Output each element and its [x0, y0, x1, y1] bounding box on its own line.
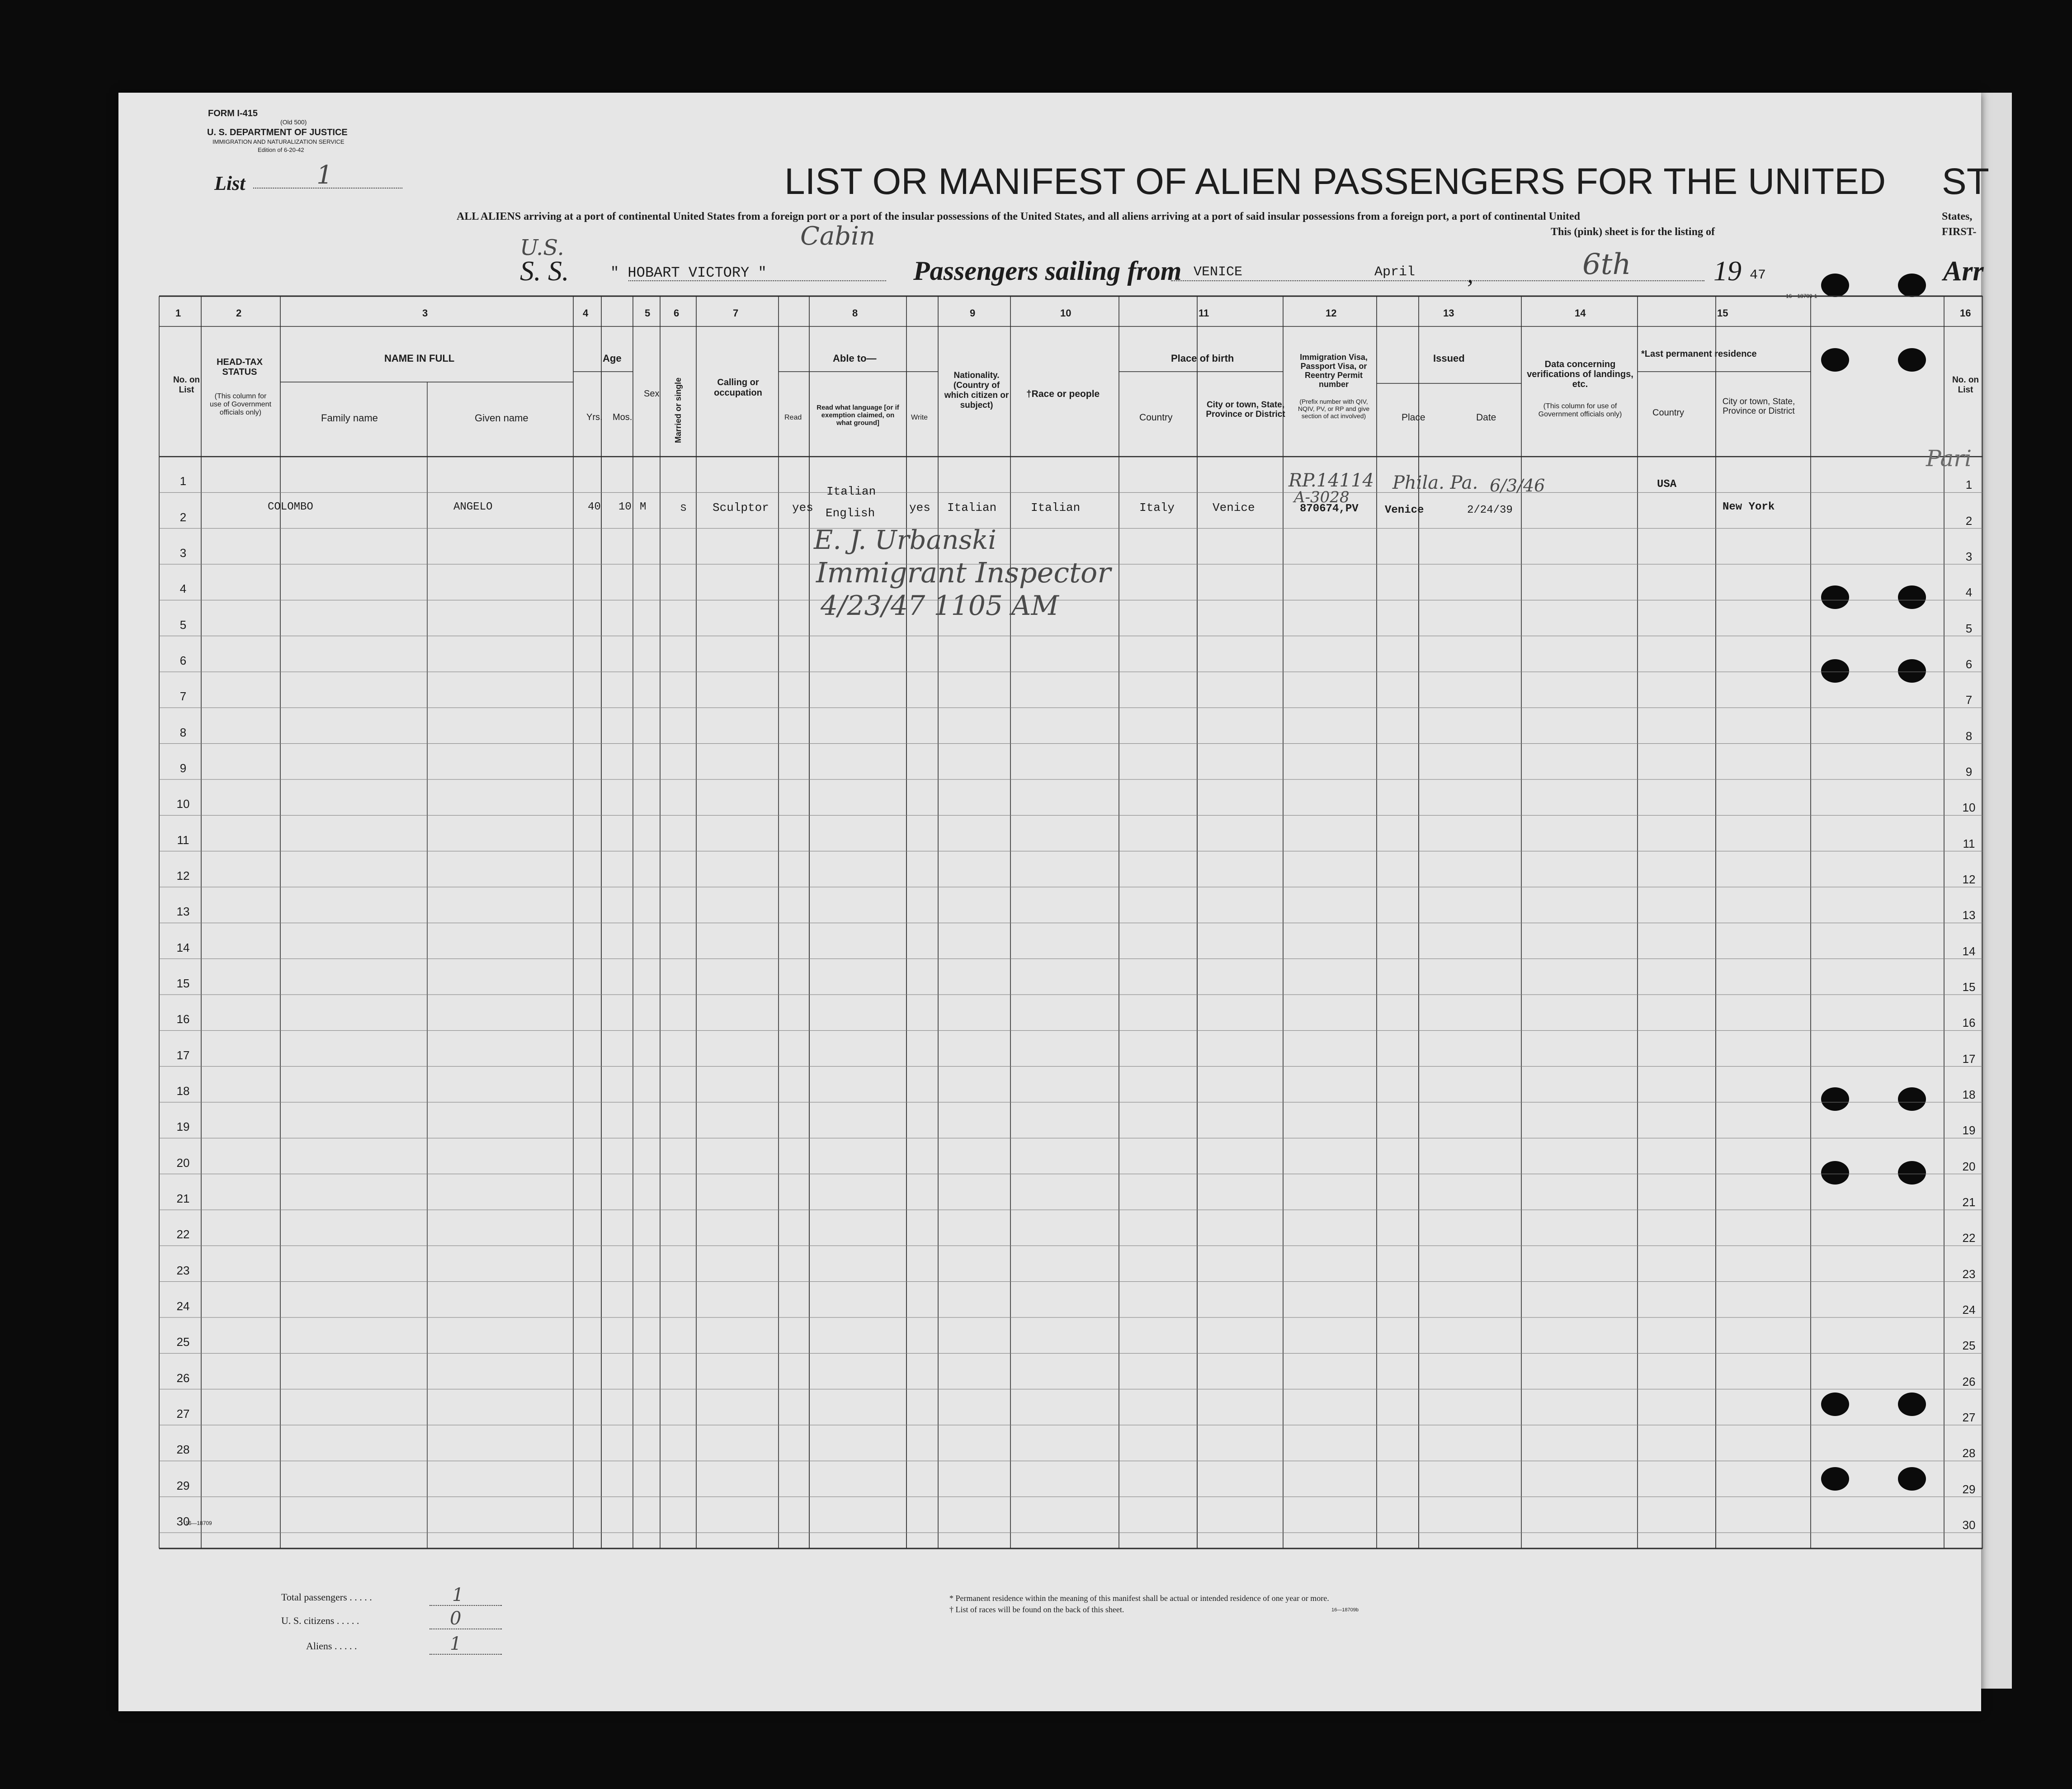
row-number: 11 — [1963, 836, 1975, 850]
col-read-language: Read what language [or if exemption claimed, on what ground] — [817, 404, 899, 427]
col-given-name: Given name — [475, 412, 529, 424]
row-number: 27 — [1962, 1411, 1976, 1424]
marital-value: S — [680, 503, 687, 514]
department: U. S. DEPARTMENT OF JUSTICE — [207, 127, 348, 137]
subtitle-line-1: ALL ALIENS arriving at a port of continental United States from a foreign port or a port of the insular possessions of the United States, and all aliens arriving at a port of said insular possessions from a foreign port, a port of continental United — [457, 211, 1580, 222]
row-number: 16 — [176, 1012, 190, 1026]
issued-date-handwritten: 6/3/46 — [1490, 476, 1545, 496]
visa-handwritten: RP.14114 — [1289, 470, 1374, 491]
col-landing-note: (This column for use of Government officials only) — [1538, 402, 1622, 418]
row-number: 17 — [176, 1048, 190, 1062]
row-number: 9 — [1965, 765, 1973, 779]
race-value: Italian — [1031, 501, 1081, 515]
row-number: 19 — [176, 1120, 190, 1134]
row-number: 17 — [1962, 1052, 1976, 1066]
departure-day: 6th — [1582, 248, 1631, 281]
col-name-in-full: NAME IN FULL — [384, 353, 455, 364]
ship-prefix-handwritten: U.S. — [520, 235, 564, 260]
column-number: 3 — [422, 307, 428, 319]
row-number: 12 — [1962, 873, 1976, 886]
col-nationality: Nationality. (Country of which citizen or subject) — [944, 371, 1009, 410]
write-value: yes — [909, 501, 930, 515]
row-number: 20 — [1962, 1159, 1976, 1173]
col-last-residence: *Last permanent residence — [1641, 349, 1757, 359]
inspector-name: E. J. Urbanski — [814, 524, 996, 555]
row-number: 5 — [179, 618, 187, 632]
row-number: 13 — [176, 905, 190, 919]
col-married: Married or single — [674, 377, 683, 443]
issued-place-value: Venice — [1385, 504, 1424, 516]
row-number: 29 — [176, 1478, 190, 1492]
column-number: 13 — [1443, 307, 1454, 319]
row-number: 16 — [1962, 1016, 1976, 1030]
column-number: 15 — [1717, 307, 1728, 319]
row-number: 24 — [1962, 1303, 1976, 1317]
row-number: 21 — [176, 1192, 190, 1205]
row-number: 9 — [179, 761, 187, 775]
col-place-of-birth: Place of birth — [1171, 353, 1234, 364]
col-calling: Calling or occupation — [714, 378, 762, 398]
language-1-value: Italian — [826, 485, 876, 498]
col-visa: Immigration Visa, Passport Visa, or Reentry Permit number — [1300, 353, 1368, 389]
visa-handwritten-2: A-3028 — [1294, 488, 1350, 506]
year-suffix: 47 — [1750, 268, 1766, 283]
row-number: 30 — [1962, 1518, 1976, 1532]
list-label: List — [214, 172, 245, 194]
col-able-to: Able to— — [833, 353, 877, 364]
row-number: 14 — [176, 940, 190, 954]
inspector-title: Immigrant Inspector — [816, 556, 1111, 589]
row-number: 3 — [179, 546, 187, 560]
right-fragment-2: FIRST- — [1942, 226, 1977, 238]
arrival-fragment: Arr — [1943, 256, 1984, 287]
column-number: 12 — [1326, 307, 1337, 319]
right-handwritten-fragment: Pari — [1926, 445, 1972, 472]
total-passengers-value: 1 — [452, 1585, 464, 1605]
form-number: FORM I-415 — [208, 109, 258, 118]
form-code: 16—18709-1 — [1786, 293, 1817, 299]
column-number: 9 — [970, 307, 976, 319]
row-number: 22 — [1962, 1231, 1976, 1245]
col-visa-note: (Prefix number with QIV, NQIV, PV, or RP and give section of act involved) — [1298, 398, 1370, 420]
footer-code: 16—18709 — [185, 1520, 212, 1526]
row-number: 7 — [179, 689, 187, 703]
row-number: 26 — [176, 1371, 190, 1385]
row-number: 26 — [1962, 1374, 1976, 1388]
column-number: 11 — [1199, 307, 1209, 319]
sailing-label: Passengers sailing from — [913, 256, 1182, 286]
col-issued-place: Place — [1402, 412, 1425, 423]
row-number: 18 — [1962, 1088, 1976, 1101]
row-number: 1 — [179, 474, 187, 488]
col-write: Write — [911, 414, 928, 421]
residence-city-value: New York — [1723, 501, 1775, 513]
col-no-on-list-right: No. on List — [1952, 375, 1979, 395]
col-birth-country: Country — [1139, 412, 1173, 423]
row-number: 30 — [176, 1515, 190, 1528]
row-number: 25 — [1962, 1339, 1976, 1353]
row-number: 10 — [176, 797, 190, 811]
row-number: 3 — [1965, 550, 1973, 563]
issued-place-handwritten: Phila. Pa. — [1392, 472, 1478, 493]
column-number: 2 — [236, 307, 242, 319]
aliens-underline — [430, 1654, 502, 1655]
occupation-value: Sculptor — [713, 501, 769, 515]
row-number: 18 — [176, 1084, 190, 1098]
right-fragment-1: States, — [1942, 211, 1973, 222]
column-number: 10 — [1060, 307, 1071, 319]
given-name-value: ANGELO — [453, 501, 493, 513]
old-form-number: (Old 500) — [280, 118, 307, 126]
row-number: 24 — [176, 1299, 190, 1313]
col-no-on-list: No. on List — [173, 375, 200, 395]
footer-code-2: 16—18709b — [1331, 1607, 1359, 1613]
row-number: 4 — [1965, 585, 1973, 599]
row-number: 2 — [179, 510, 187, 524]
residence-footnote: * Permanent residence within the meaning of this manifest shall be actual or intended residence of one year or more. — [949, 1594, 1329, 1603]
row-number: 1 — [1965, 478, 1973, 492]
edition: Edition of 6-20-42 — [258, 146, 304, 153]
us-citizens-label: U. S. citizens . . . . . — [281, 1615, 359, 1626]
row-number: 28 — [1962, 1446, 1976, 1460]
aliens-label: Aliens . . . . . — [306, 1640, 357, 1652]
col-landing: Data concerning verifications of landings, etc. — [1527, 359, 1633, 389]
row-number: 19 — [1962, 1123, 1976, 1138]
col-race: †Race or people — [1026, 389, 1100, 399]
col-age: Age — [603, 353, 622, 364]
row-number: 25 — [176, 1335, 190, 1349]
row-number: 6 — [179, 654, 187, 667]
row-number: 20 — [176, 1156, 190, 1170]
read-value: yes — [792, 501, 813, 515]
issued-date-value: 2/24/39 — [1467, 504, 1513, 516]
col-read: Read — [784, 414, 802, 421]
row-number: 29 — [1962, 1482, 1976, 1496]
manifest-title: LIST OR MANIFEST OF ALIEN PASSENGERS FOR THE UNITED — [784, 161, 1886, 202]
row-number: 10 — [1962, 801, 1976, 815]
year-prefix: 19 — [1713, 256, 1742, 287]
service: IMMIGRATION AND NATURALIZATION SERVICE — [212, 138, 345, 145]
col-head-tax: HEAD-TAX STATUS — [217, 357, 263, 377]
col-mos: Mos. — [613, 412, 632, 422]
class-handwritten: Cabin — [800, 222, 876, 251]
col-head-tax-note: (This column for use of Government officials only) — [209, 392, 272, 416]
column-number: 1 — [175, 307, 181, 319]
row-number: 28 — [176, 1443, 190, 1457]
date-comma: , — [1467, 260, 1473, 288]
row-number: 13 — [1962, 908, 1976, 922]
race-footnote: † List of races will be found on the back of this sheet. — [949, 1605, 1124, 1614]
us-citizens-value: 0 — [450, 1608, 462, 1629]
row-number: 22 — [176, 1227, 190, 1241]
family-name-value: COLOMBO — [268, 501, 313, 513]
column-number: 8 — [852, 307, 858, 319]
sex-value: M — [640, 501, 647, 513]
row-number: 5 — [1965, 621, 1973, 635]
departure-port: VENICE — [1194, 264, 1243, 280]
row-number: 8 — [1965, 729, 1973, 743]
col-birth-city: City or town, State, Province or District — [1206, 400, 1285, 419]
row-number: 27 — [176, 1407, 190, 1421]
list-value: 1 — [316, 160, 333, 190]
col-issued-date: Date — [1476, 412, 1496, 423]
col-family-name: Family name — [321, 412, 378, 424]
column-number: 16 — [1960, 307, 1971, 319]
title-continuation: ST — [1942, 161, 1989, 202]
language-2-value: English — [826, 506, 875, 520]
ship-name: " HOBART VICTORY " — [610, 264, 767, 281]
total-underline — [430, 1605, 502, 1606]
departure-month: April — [1374, 264, 1416, 280]
col-residence-city: City or town, State, Province or District — [1722, 397, 1795, 416]
col-sex: Sex — [644, 389, 660, 399]
ss-label: S. S. — [520, 256, 569, 287]
inspection-stamp: 4/23/47 1105 AM — [821, 590, 1059, 622]
row-number: 8 — [179, 725, 187, 739]
col-yrs: Yrs. — [586, 412, 603, 422]
row-number: 11 — [177, 833, 189, 847]
age-years-value: 40 — [588, 501, 601, 513]
row-number: 7 — [1965, 693, 1973, 707]
age-months-value: 10 — [618, 501, 632, 513]
row-number: 12 — [176, 869, 190, 883]
row-number: 23 — [176, 1263, 190, 1277]
aliens-value: 1 — [450, 1633, 462, 1654]
column-number: 6 — [674, 307, 680, 319]
row-number: 14 — [1962, 944, 1976, 958]
col-residence-country: Country — [1652, 408, 1685, 418]
row-number: 4 — [179, 582, 187, 596]
column-number: 14 — [1575, 307, 1586, 319]
row-number: 2 — [1965, 514, 1973, 528]
row-number: 23 — [1962, 1267, 1976, 1281]
column-number: 5 — [645, 307, 651, 319]
column-number: 4 — [583, 307, 589, 319]
nationality-value: Italian — [947, 501, 997, 515]
column-number: 7 — [733, 307, 739, 319]
visa-value: 870674,PV — [1300, 503, 1359, 515]
total-passengers-label: Total passengers . . . . . — [281, 1591, 372, 1603]
birth-city-value: Venice — [1213, 501, 1255, 515]
row-number: 15 — [1962, 980, 1976, 994]
row-number: 21 — [1962, 1195, 1976, 1209]
col-issued: Issued — [1433, 353, 1465, 364]
birth-country-value: Italy — [1139, 501, 1175, 515]
subtitle-line-2: This (pink) sheet is for the listing of — [1551, 226, 1715, 238]
residence-country-value: USA — [1657, 478, 1677, 491]
row-number: 6 — [1965, 657, 1973, 671]
row-number: 15 — [176, 977, 190, 990]
